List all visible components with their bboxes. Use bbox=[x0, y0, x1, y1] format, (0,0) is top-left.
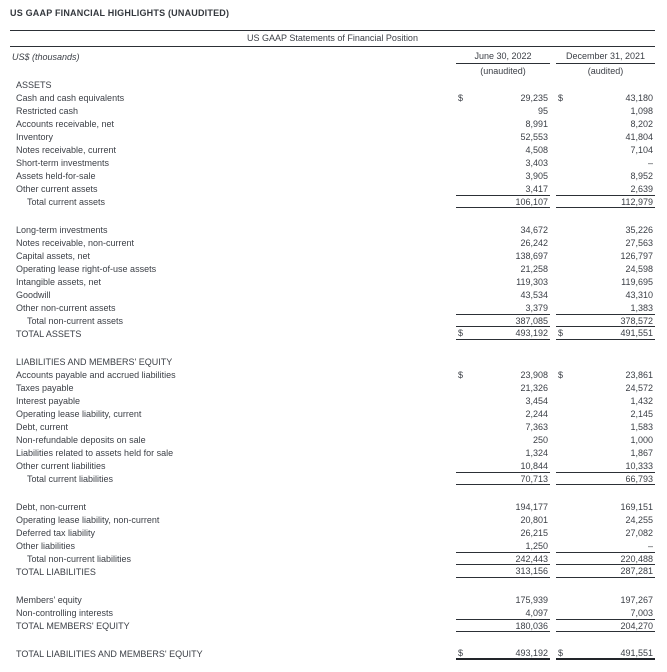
amount-value: 491,551 bbox=[620, 328, 653, 338]
table-row bbox=[10, 262, 655, 275]
amount-value: 24,255 bbox=[625, 514, 653, 525]
amount-value: 387,085 bbox=[515, 315, 548, 326]
amount-cell bbox=[456, 472, 550, 485]
amount-value: 7,363 bbox=[525, 421, 548, 432]
amount-value: 24,572 bbox=[625, 382, 653, 393]
table-row bbox=[10, 472, 655, 485]
amount-cell bbox=[556, 195, 655, 208]
amount-value: 119,303 bbox=[516, 276, 548, 287]
amount-value: 138,697 bbox=[515, 250, 548, 261]
amount-value: 1,432 bbox=[630, 395, 653, 406]
row-label: Long-term investments bbox=[16, 224, 108, 235]
amount-cell bbox=[456, 182, 550, 195]
amount-cell bbox=[456, 606, 550, 619]
amount-value: 10,333 bbox=[625, 460, 653, 471]
statement-title: US GAAP Statements of Financial Position bbox=[10, 30, 655, 47]
row-label: Deferred tax liability bbox=[16, 527, 96, 538]
table-row bbox=[10, 526, 655, 539]
amount-value: 1,250 bbox=[525, 540, 548, 551]
row-label: Operating lease right-of-use assets bbox=[16, 263, 157, 274]
table-row bbox=[10, 593, 655, 606]
amount-cell bbox=[456, 552, 550, 565]
row-label: TOTAL MEMBERS' EQUITY bbox=[16, 620, 130, 631]
amount-value: 3,417 bbox=[525, 183, 548, 194]
amount-cell bbox=[456, 355, 550, 368]
amount-cell bbox=[456, 130, 550, 143]
amount-value: 287,281 bbox=[620, 566, 653, 576]
currency-symbol: $ bbox=[458, 647, 464, 658]
amount-cell bbox=[456, 223, 550, 236]
amount-value: 112,979 bbox=[621, 196, 653, 207]
table-row bbox=[10, 78, 655, 91]
table-row bbox=[10, 539, 655, 552]
row-label: Total non-current liabilities bbox=[27, 553, 132, 564]
amount-value: 10,844 bbox=[520, 460, 548, 471]
row-label: Liabilities related to assets held for sale bbox=[16, 447, 174, 458]
amount-value: 7,104 bbox=[630, 144, 653, 155]
column-header-row bbox=[10, 47, 655, 64]
amount-cell bbox=[556, 262, 655, 275]
table-row bbox=[10, 314, 655, 327]
spacer-row bbox=[10, 485, 655, 500]
amount-cell bbox=[456, 117, 550, 130]
row-label: TOTAL LIABILITIES AND MEMBERS' EQUITY bbox=[16, 648, 203, 659]
amount-value: 106,107 bbox=[515, 196, 548, 207]
table-row bbox=[10, 195, 655, 208]
column-status-unaudited: (unaudited) bbox=[480, 66, 526, 76]
table-row bbox=[10, 327, 655, 340]
amount-value: 3,905 bbox=[525, 170, 548, 181]
amount-value: 21,326 bbox=[520, 382, 548, 393]
row-label: Debt, non-current bbox=[16, 501, 87, 512]
amount-value: 126,797 bbox=[620, 250, 653, 261]
row-label: Cash and cash equivalents bbox=[16, 92, 125, 103]
amount-value: 23,861 bbox=[625, 369, 653, 380]
row-label: Operating lease liability, non-current bbox=[16, 514, 160, 525]
table-row bbox=[10, 565, 655, 578]
table-row bbox=[10, 459, 655, 472]
row-label: Total current liabilities bbox=[27, 473, 114, 484]
table-row bbox=[10, 355, 655, 368]
table-row bbox=[10, 513, 655, 526]
amount-cell bbox=[556, 539, 655, 552]
amount-cell bbox=[556, 500, 655, 513]
amount-value: 52,553 bbox=[520, 131, 548, 142]
amount-cell bbox=[456, 275, 550, 288]
spacer-row bbox=[10, 208, 655, 223]
amount-value: 26,242 bbox=[520, 237, 548, 248]
amount-value: 1,583 bbox=[630, 421, 653, 432]
amount-value: 8,202 bbox=[630, 118, 653, 129]
amount-value: – bbox=[647, 157, 653, 168]
amount-cell bbox=[456, 539, 550, 552]
amount-cell bbox=[556, 223, 655, 236]
row-label: Other current assets bbox=[16, 183, 98, 194]
row-label: Notes receivable, non-current bbox=[16, 237, 135, 248]
amount-value: 180,036 bbox=[515, 620, 548, 631]
amount-value: 35,226 bbox=[625, 224, 653, 235]
amount-cell bbox=[556, 459, 655, 472]
amount-value: – bbox=[647, 540, 653, 551]
table-row bbox=[10, 143, 655, 156]
table-row bbox=[10, 236, 655, 249]
amount-value: 2,244 bbox=[525, 408, 548, 419]
amount-cell bbox=[456, 249, 550, 262]
table-row bbox=[10, 500, 655, 513]
amount-cell bbox=[556, 236, 655, 249]
amount-value: 29,235 bbox=[520, 92, 548, 103]
amount-cell bbox=[556, 407, 655, 420]
table-row bbox=[10, 420, 655, 433]
amount-value: 3,379 bbox=[525, 302, 548, 313]
amount-value: 23,908 bbox=[520, 369, 548, 380]
amount-cell bbox=[456, 314, 550, 327]
amount-cell bbox=[456, 420, 550, 433]
row-label: Accounts payable and accrued liabilities bbox=[16, 369, 176, 380]
row-label: Total non-current assets bbox=[27, 315, 124, 326]
table-row bbox=[10, 368, 655, 381]
amount-value: 493,192 bbox=[515, 328, 548, 338]
spacer-row bbox=[10, 340, 655, 355]
spacer-row bbox=[10, 632, 655, 647]
amount-cell bbox=[556, 619, 655, 632]
amount-cell bbox=[556, 394, 655, 407]
table-row bbox=[10, 394, 655, 407]
row-label: Taxes payable bbox=[16, 382, 74, 393]
row-label: Debt, current bbox=[16, 421, 69, 432]
row-label: Inventory bbox=[16, 131, 54, 142]
currency-symbol: $ bbox=[458, 328, 464, 338]
table-row bbox=[10, 407, 655, 420]
amount-cell bbox=[556, 565, 655, 578]
row-label: Interest payable bbox=[16, 395, 81, 406]
statement-table bbox=[10, 30, 655, 660]
amount-cell bbox=[556, 552, 655, 565]
row-label: Operating lease liability, current bbox=[16, 408, 142, 419]
amount-cell bbox=[556, 526, 655, 539]
table-row bbox=[10, 288, 655, 301]
amount-cell bbox=[556, 606, 655, 619]
amount-value: 1,098 bbox=[630, 105, 653, 116]
amount-value: 66,793 bbox=[625, 473, 653, 484]
row-label: TOTAL ASSETS bbox=[16, 328, 82, 339]
row-label: Capital assets, net bbox=[16, 250, 91, 261]
amount-value: 20,801 bbox=[520, 514, 548, 525]
amount-cell bbox=[456, 301, 550, 314]
amount-value: 70,713 bbox=[520, 473, 548, 484]
amount-value: 24,598 bbox=[625, 263, 653, 274]
amount-value: 34,672 bbox=[520, 224, 548, 235]
units-label: US$ (thousands) bbox=[12, 52, 80, 62]
amount-cell bbox=[456, 288, 550, 301]
table-row bbox=[10, 275, 655, 288]
amount-value: 8,991 bbox=[525, 118, 548, 129]
amount-value: 4,097 bbox=[525, 607, 548, 618]
amount-cell bbox=[456, 327, 550, 340]
table-row bbox=[10, 104, 655, 117]
column-status-row bbox=[10, 64, 655, 78]
amount-cell bbox=[556, 78, 655, 91]
amount-cell bbox=[556, 130, 655, 143]
column-header-june-2022: June 30, 2022 bbox=[456, 47, 550, 64]
table-row bbox=[10, 619, 655, 632]
amount-cell bbox=[556, 301, 655, 314]
amount-cell bbox=[556, 91, 655, 104]
table-row bbox=[10, 169, 655, 182]
table-row bbox=[10, 301, 655, 314]
amount-value: 1,324 bbox=[525, 447, 548, 458]
amount-cell bbox=[456, 169, 550, 182]
amount-value: 2,145 bbox=[630, 408, 653, 419]
amount-cell bbox=[456, 143, 550, 156]
amount-value: 27,082 bbox=[625, 527, 653, 538]
table-row bbox=[10, 91, 655, 104]
amount-cell bbox=[556, 182, 655, 195]
amount-cell bbox=[556, 513, 655, 526]
amount-cell bbox=[556, 143, 655, 156]
amount-cell bbox=[456, 407, 550, 420]
row-label: Other non-current assets bbox=[16, 302, 116, 313]
page-title: US GAAP FINANCIAL HIGHLIGHTS (UNAUDITED) bbox=[10, 8, 230, 18]
currency-symbol: $ bbox=[458, 92, 464, 103]
table-row bbox=[10, 117, 655, 130]
amount-cell bbox=[556, 446, 655, 459]
amount-value: 1,867 bbox=[630, 447, 653, 458]
amount-cell bbox=[556, 249, 655, 262]
row-label: Intangible assets, net bbox=[16, 276, 102, 287]
amount-value: 43,534 bbox=[520, 289, 548, 300]
amount-cell bbox=[556, 117, 655, 130]
amount-value: 21,258 bbox=[520, 263, 548, 274]
row-label: Non-refundable deposits on sale bbox=[16, 434, 146, 445]
table-row bbox=[10, 433, 655, 446]
table-row bbox=[10, 223, 655, 236]
amount-cell bbox=[456, 565, 550, 578]
amount-cell bbox=[456, 619, 550, 632]
amount-cell bbox=[556, 433, 655, 446]
table-row bbox=[10, 130, 655, 143]
amount-cell bbox=[556, 314, 655, 327]
amount-cell bbox=[556, 647, 655, 660]
amount-cell bbox=[456, 156, 550, 169]
amount-value: 491,551 bbox=[620, 647, 653, 658]
amount-cell bbox=[456, 91, 550, 104]
amount-cell bbox=[456, 195, 550, 208]
amount-value: 313,156 bbox=[515, 566, 548, 576]
amount-cell bbox=[556, 593, 655, 606]
table-row bbox=[10, 552, 655, 565]
amount-cell bbox=[456, 459, 550, 472]
row-label: Other current liabilities bbox=[16, 460, 106, 471]
amount-value: 27,563 bbox=[625, 237, 653, 248]
amount-cell bbox=[456, 526, 550, 539]
currency-symbol: $ bbox=[558, 369, 564, 380]
amount-value: 4,508 bbox=[525, 144, 548, 155]
amount-value: 119,695 bbox=[621, 276, 653, 287]
amount-cell bbox=[456, 394, 550, 407]
currency-symbol: $ bbox=[558, 328, 564, 338]
column-status-audited: (audited) bbox=[587, 66, 624, 76]
table-row bbox=[10, 249, 655, 262]
row-label: Non-controlling interests bbox=[16, 607, 114, 618]
amount-cell bbox=[456, 500, 550, 513]
row-label: Short-term investments bbox=[16, 157, 110, 168]
amount-value: 378,572 bbox=[620, 315, 653, 326]
row-label: TOTAL LIABILITIES bbox=[16, 566, 96, 577]
row-label: Other liabilities bbox=[16, 540, 76, 551]
amount-cell bbox=[556, 472, 655, 485]
amount-cell bbox=[556, 327, 655, 340]
amount-value: 220,488 bbox=[620, 553, 653, 564]
column-header-december-2021: December 31, 2021 bbox=[556, 47, 655, 64]
amount-cell bbox=[556, 275, 655, 288]
amount-value: 493,192 bbox=[515, 647, 548, 658]
amount-cell bbox=[456, 104, 550, 117]
row-label: Assets held-for-sale bbox=[16, 170, 96, 181]
row-label: Goodwill bbox=[16, 289, 51, 300]
amount-cell bbox=[456, 593, 550, 606]
amount-value: 175,939 bbox=[515, 594, 548, 605]
amount-value: 1,000 bbox=[630, 434, 653, 445]
table-row bbox=[10, 156, 655, 169]
row-label: Total current assets bbox=[27, 196, 106, 207]
table-row bbox=[10, 446, 655, 459]
amount-value: 197,267 bbox=[620, 594, 653, 605]
row-label: Accounts receivable, net bbox=[16, 118, 115, 129]
amount-cell bbox=[456, 78, 550, 91]
table-row bbox=[10, 606, 655, 619]
amount-value: 26,215 bbox=[520, 527, 548, 538]
amount-cell bbox=[456, 368, 550, 381]
amount-value: 3,403 bbox=[525, 157, 548, 168]
amount-cell bbox=[456, 433, 550, 446]
row-label: LIABILITIES AND MEMBERS' EQUITY bbox=[16, 356, 173, 367]
amount-cell bbox=[556, 288, 655, 301]
currency-symbol: $ bbox=[558, 647, 564, 658]
statement-rows bbox=[10, 78, 655, 660]
amount-value: 194,177 bbox=[515, 501, 548, 512]
amount-value: 43,310 bbox=[625, 289, 653, 300]
amount-cell bbox=[456, 262, 550, 275]
amount-value: 204,270 bbox=[620, 620, 653, 631]
spacer-row bbox=[10, 578, 655, 593]
amount-cell bbox=[556, 355, 655, 368]
amount-value: 43,180 bbox=[625, 92, 653, 103]
amount-cell bbox=[556, 381, 655, 394]
amount-value: 41,804 bbox=[625, 131, 653, 142]
amount-cell bbox=[556, 420, 655, 433]
amount-cell bbox=[556, 169, 655, 182]
amount-value: 8,952 bbox=[630, 170, 653, 181]
amount-value: 95 bbox=[537, 105, 548, 116]
row-label: Restricted cash bbox=[16, 105, 79, 116]
amount-value: 2,639 bbox=[630, 183, 653, 194]
table-row bbox=[10, 381, 655, 394]
amount-value: 3,454 bbox=[525, 395, 548, 406]
amount-cell bbox=[456, 647, 550, 660]
amount-cell bbox=[456, 236, 550, 249]
amount-cell bbox=[556, 156, 655, 169]
amount-value: 242,443 bbox=[515, 553, 548, 564]
amount-value: 169,151 bbox=[620, 501, 653, 512]
amount-value: 7,003 bbox=[630, 607, 653, 618]
row-label: ASSETS bbox=[16, 79, 52, 90]
currency-symbol: $ bbox=[558, 92, 564, 103]
table-row bbox=[10, 647, 655, 660]
row-label: Members' equity bbox=[16, 594, 82, 605]
amount-cell bbox=[456, 446, 550, 459]
amount-cell bbox=[556, 368, 655, 381]
row-label: Notes receivable, current bbox=[16, 144, 117, 155]
amount-cell bbox=[456, 513, 550, 526]
amount-cell bbox=[556, 104, 655, 117]
amount-cell bbox=[456, 381, 550, 394]
amount-value: 1,383 bbox=[630, 302, 653, 313]
amount-value: 250 bbox=[532, 434, 548, 445]
currency-symbol: $ bbox=[458, 369, 464, 380]
table-row bbox=[10, 182, 655, 195]
